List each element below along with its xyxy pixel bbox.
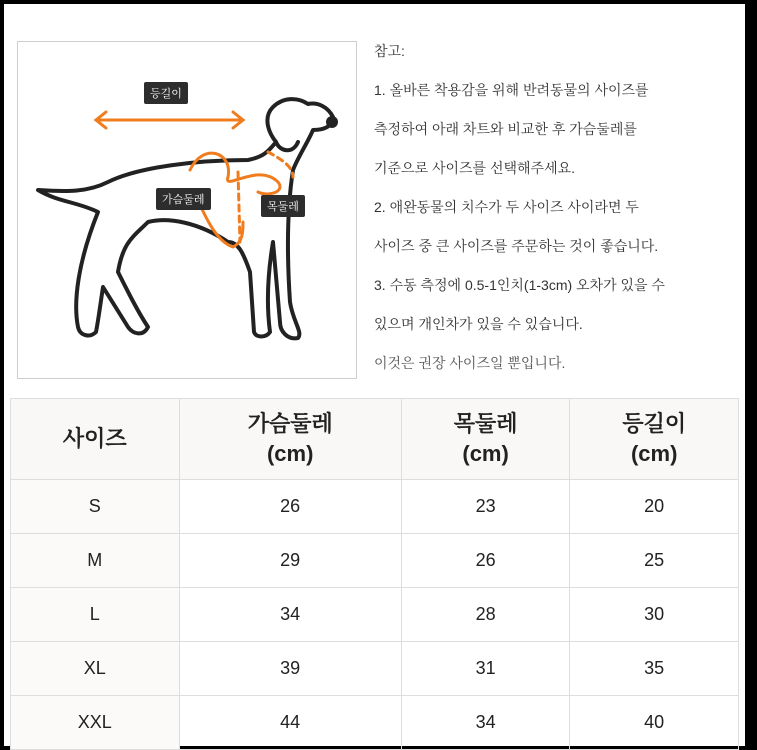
note-line: 이것은 권장 사이즈일 뿐입니다.: [374, 355, 566, 371]
header-label: 등길이: [622, 411, 687, 436]
chest-cell: 39: [179, 642, 401, 696]
header-label: 가슴둘레: [247, 411, 333, 436]
neck-cell: 23: [401, 480, 570, 534]
back-length-cell: 25: [570, 534, 739, 588]
chest-cell: 44: [179, 696, 401, 750]
neck-label: 목둘레: [261, 195, 305, 217]
chest-label: 가슴둘레: [156, 188, 211, 210]
back-length-label: 등길이: [144, 82, 188, 104]
note-line: 3. 수동 측정에 0.5-1인치(1-3cm) 오차가 있을 수: [374, 277, 665, 293]
header-unit: (cm): [462, 441, 509, 466]
size-guide-page: [4, 4, 745, 746]
header-unit: (cm): [630, 441, 678, 466]
table-row: [11, 588, 739, 642]
back-length-cell: 40: [570, 696, 739, 750]
neck-cell: 26: [401, 534, 570, 588]
size-cell: M: [11, 534, 180, 588]
note-line: 측정하여 아래 차트와 비교한 후 가슴둘레를: [374, 121, 637, 137]
table-row: [11, 696, 739, 750]
header-back-length: [570, 399, 739, 480]
size-cell: XXL: [11, 696, 180, 750]
size-table: [10, 398, 739, 750]
header-unit: (cm): [266, 441, 314, 466]
neck-cell: 31: [401, 642, 570, 696]
note-line: 기준으로 사이즈를 선택해주세요.: [374, 160, 576, 176]
size-cell: XL: [11, 642, 180, 696]
header-chest: [179, 399, 401, 480]
header-label: 목둘레: [453, 411, 518, 436]
note-line: 2. 애완동물의 치수가 두 사이즈 사이라면 두: [374, 199, 639, 215]
back-length-cell: 30: [570, 588, 739, 642]
back-length-cell: 35: [570, 642, 739, 696]
note-line: 1. 올바른 착용감을 위해 반려동물의 사이즈를: [374, 82, 649, 98]
table-row: [11, 642, 739, 696]
size-cell: L: [11, 588, 180, 642]
header-label: 사이즈: [62, 426, 127, 451]
chest-cell: 26: [179, 480, 401, 534]
table-header-row: [11, 399, 739, 480]
size-cell: S: [11, 480, 180, 534]
table-row: [11, 534, 739, 588]
back-length-cell: 20: [570, 480, 739, 534]
notes-section: [374, 40, 744, 391]
neck-cell: 34: [401, 696, 570, 750]
header-neck: [401, 399, 570, 480]
dog-measurement-illustration: [17, 41, 357, 379]
chest-cell: 34: [179, 588, 401, 642]
chest-cell: 29: [179, 534, 401, 588]
header-size: [11, 399, 180, 480]
note-line: 있으며 개인차가 있을 수 있습니다.: [374, 316, 583, 332]
neck-cell: 28: [401, 588, 570, 642]
table-row: [11, 480, 739, 534]
notes-title: 참고:: [374, 43, 405, 59]
note-line: 사이즈 중 큰 사이즈를 주문하는 것이 좋습니다.: [374, 238, 659, 254]
